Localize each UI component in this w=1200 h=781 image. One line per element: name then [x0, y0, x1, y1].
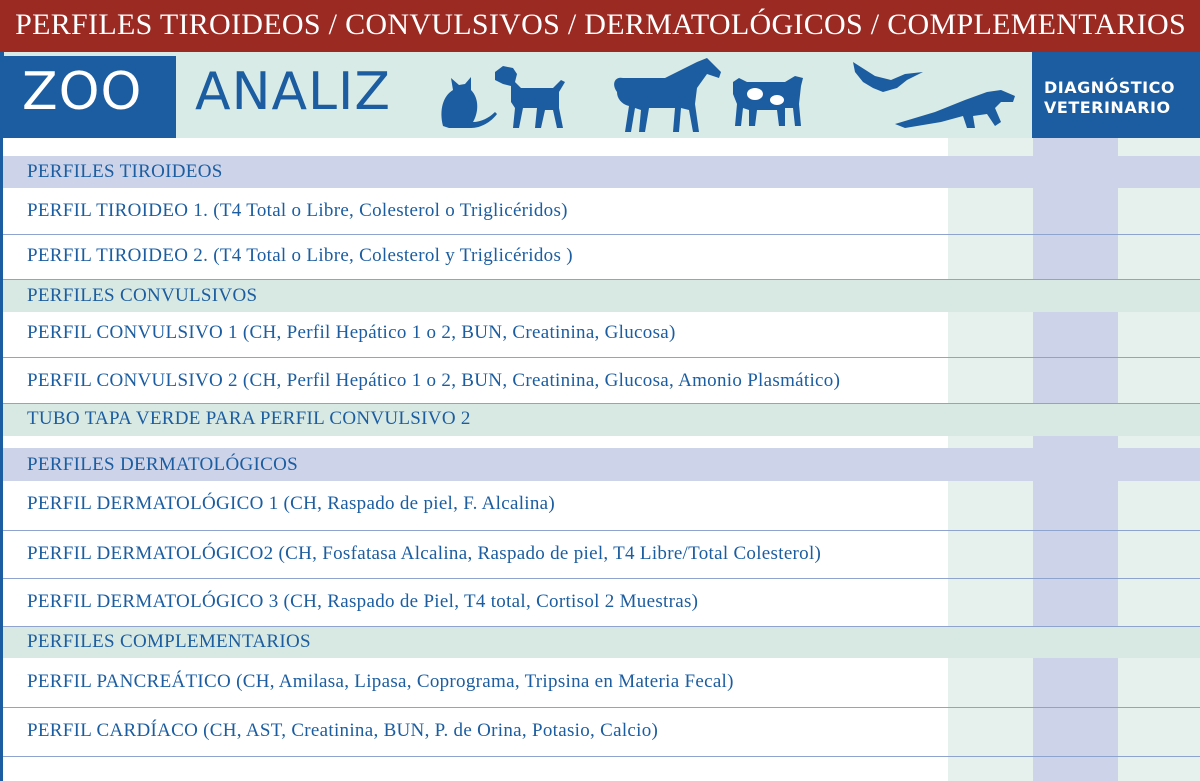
animal-silhouettes	[435, 52, 1025, 138]
profiles-table	[0, 138, 1200, 781]
cat-icon	[441, 77, 497, 128]
brand-header	[0, 52, 1200, 138]
bird-icon	[853, 62, 923, 92]
table-row	[3, 481, 1200, 531]
table-row	[3, 235, 1200, 280]
table-row	[3, 531, 1200, 579]
title-bar	[0, 0, 1200, 52]
logo-analiz-text: ANALIZ	[195, 62, 391, 122]
logo-zoo-text: ZOO	[22, 62, 143, 122]
dog-icon	[495, 66, 565, 128]
row-label: PERFIL DERMATOLÓGICO 3 (CH, Raspado de Piel, T4 total, Cortisol 2 Muestras)	[27, 591, 699, 612]
section-row	[3, 404, 1200, 436]
section-label: TUBO TAPA VERDE PARA PERFIL CONVULSIVO 2	[27, 408, 471, 429]
page-title: PERFILES TIROIDEOS / CONVULSIVOS / DERMATOLÓGICOS / COMPLEMENTARIOS	[15, 8, 1186, 41]
section-row	[3, 280, 1200, 312]
section-label: PERFILES COMPLEMENTARIOS	[27, 631, 311, 652]
row-label: PERFIL CARDÍACO (CH, AST, Creatinina, BUN, P. de Orina, Potasio, Calcio)	[27, 720, 659, 741]
table-row	[3, 358, 1200, 404]
section-label: PERFILES TIROIDEOS	[27, 161, 223, 182]
row-label: PERFIL DERMATOLÓGICO2 (CH, Fosfatasa Alcalina, Raspado de piel, T4 Libre/Total Colesterol)	[27, 543, 822, 564]
section-row	[3, 627, 1200, 658]
section-label: PERFILES DERMATOLÓGICOS	[27, 454, 298, 475]
table-row	[3, 579, 1200, 627]
diagnostic-badge	[1032, 52, 1200, 138]
cow-icon	[733, 76, 803, 126]
table-row	[3, 188, 1200, 235]
section-label: PERFILES CONVULSIVOS	[27, 285, 258, 306]
row-label: PERFIL DERMATOLÓGICO 1 (CH, Raspado de piel, F. Alcalina)	[27, 493, 556, 514]
diagnostic-line-2: VETERINARIO	[1044, 98, 1171, 117]
lizard-icon	[895, 90, 1015, 128]
table-row	[3, 658, 1200, 708]
row-label: PERFIL TIROIDEO 1. (T4 Total o Libre, Colesterol o Triglicéridos)	[27, 200, 568, 221]
table-row	[3, 312, 1200, 358]
row-label: PERFIL CONVULSIVO 2 (CH, Perfil Hepático 1 o 2, BUN, Creatinina, Glucosa, Amonio Plasmático)	[27, 370, 841, 391]
horse-icon	[614, 58, 721, 132]
table-row	[3, 708, 1200, 757]
logo-zoo-box	[4, 56, 176, 138]
section-row	[3, 156, 1200, 188]
row-label: PERFIL PANCREÁTICO (CH, Amilasa, Lipasa, Coprograma, Tripsina en Materia Fecal)	[27, 671, 734, 692]
diagnostic-line-1: DIAGNÓSTICO	[1044, 78, 1175, 97]
row-label: PERFIL CONVULSIVO 1 (CH, Perfil Hepático 1 o 2, BUN, Creatinina, Glucosa)	[27, 322, 676, 343]
row-label: PERFIL TIROIDEO 2. (T4 Total o Libre, Colesterol y Triglicéridos )	[27, 245, 573, 266]
section-row	[3, 448, 1200, 481]
